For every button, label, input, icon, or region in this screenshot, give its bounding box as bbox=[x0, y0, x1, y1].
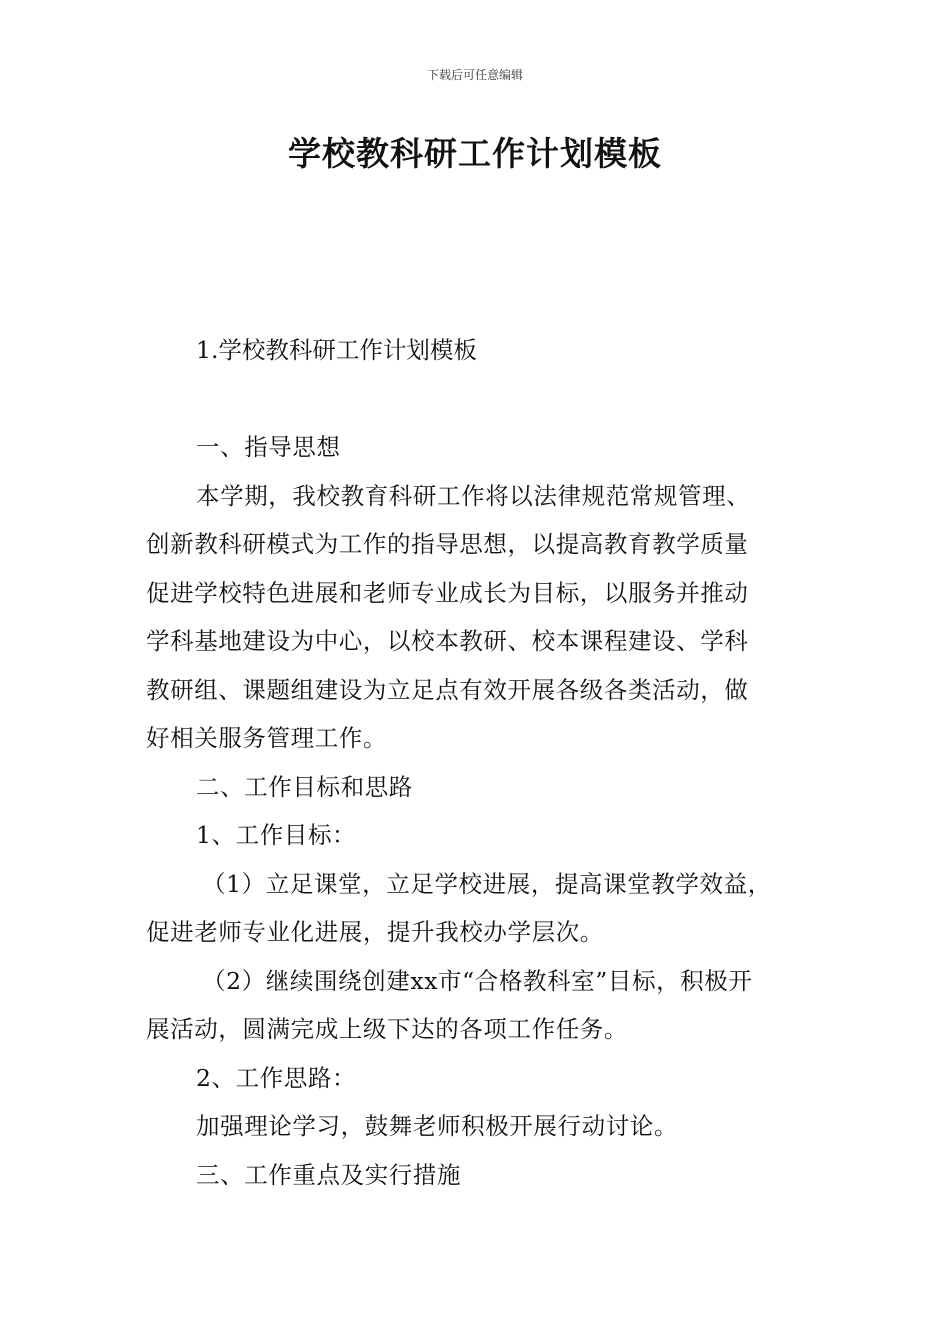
heading-goals-and-ideas: 二、工作目标和思路 bbox=[196, 772, 413, 801]
section-subtitle: 1.学校教科研工作计划模板 bbox=[196, 336, 477, 364]
list-item-line: 展活动，圆满完成上级下达的各项工作任务。 bbox=[146, 1015, 628, 1043]
header-note: 下载后可任意编辑 bbox=[426, 68, 523, 82]
paragraph-line: 创新教科研模式为工作的指导思想，以提高教育教学质量 bbox=[146, 530, 749, 558]
paragraph-line: 教研组、课题组建设为立足点有效开展各级各类活动，做 bbox=[146, 675, 749, 704]
document-title: 学校教科研工作计划模板 bbox=[288, 134, 662, 173]
document-body bbox=[146, 423, 808, 1199]
paragraph-line: 学科基地建设为中心，以校本教研、校本课程建设、学科 bbox=[146, 627, 749, 655]
paragraph-line: 加强理论学习，鼓舞老师积极开展行动讨论。 bbox=[196, 1112, 678, 1140]
list-item-line: （1）立足课堂，立足学校进展，提高课堂教学效益， bbox=[202, 869, 772, 898]
list-item-line: 促进老师专业化进展，提升我校办学层次。 bbox=[146, 918, 604, 946]
heading-guiding-thought: 一、指导思想 bbox=[196, 433, 341, 461]
subheading-goals: 1、工作目标： bbox=[196, 821, 357, 849]
paragraph-line: 促进学校特色进展和老师专业成长为目标，以服务并推动 bbox=[146, 578, 749, 607]
subheading-ideas: 2、工作思路： bbox=[196, 1063, 357, 1092]
paragraph-line: 好相关服务管理工作。 bbox=[146, 724, 387, 752]
list-item-line: （2）继续围绕创建xx市“合格教科室”目标，积极开 bbox=[202, 966, 753, 995]
paragraph-line: 本学期，我校教育科研工作将以法律规范常规管理、 bbox=[196, 481, 751, 510]
heading-key-measures: 三、工作重点及实行措施 bbox=[196, 1160, 462, 1189]
